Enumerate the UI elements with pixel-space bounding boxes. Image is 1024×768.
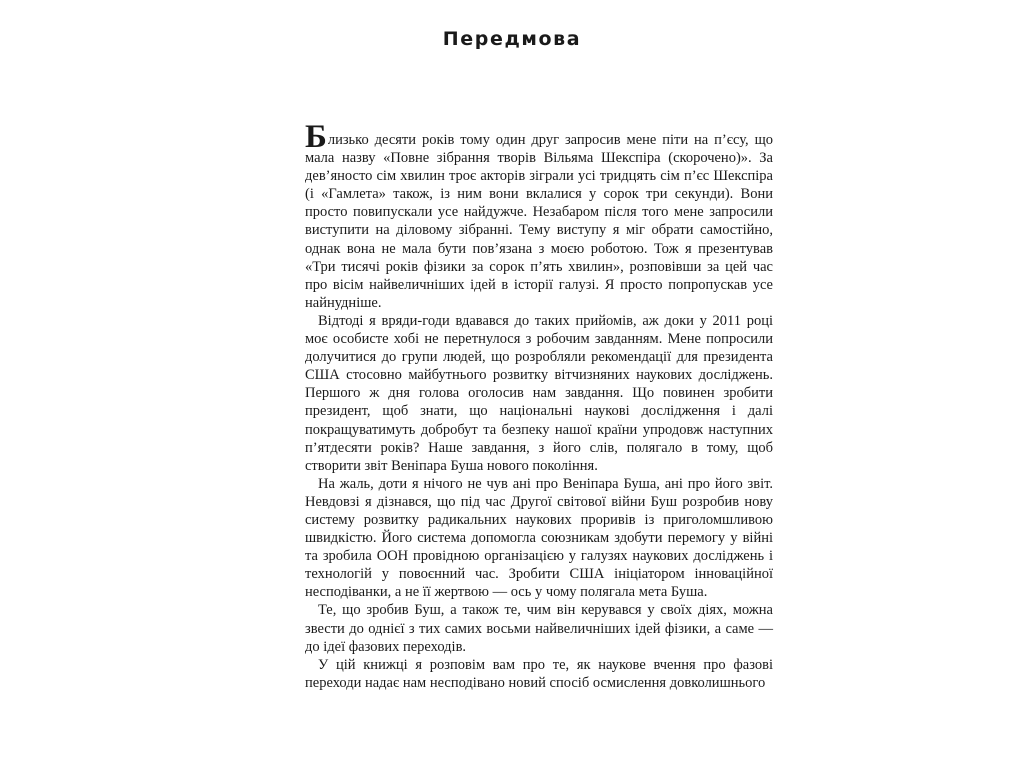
paragraph-1-text: лизько десяти років тому один друг запросив мене піти на п’єсу, що мала назву «Повне зібрання творів Вільяма Шекспіра (скорочено)». За дев’яносто сім хвилин троє акторів зіграли усі тридцять сім п’єс Шекспіра (і «Гамлета» також, із ним вони вклалися у сорок три секунди). Вони просто повипускали усе найдужче. Незабаром після того мене запросили виступити на діловому зібранні. Тему виступу я міг обрати самостійно, однак вона не мала бути пов’язана з моєю роботою. Тож я презентував «Три тисячі років фізики за сорок п’ять хвилин», розповівши за цей час про вісім найвеличніших ідей в історії галузі. Я просто попропускав усе найнудніше. bbox=[305, 132, 773, 311]
drop-cap-letter: Б bbox=[305, 119, 327, 155]
paragraph-3: На жаль, доти я нічого не чув ані про Веніпара Буша, ані про його звіт. Невдовзі я дізнався, що під час Другої світової війни Буш розробив нову систему розвитку радикальних наукових проривів із приголомшливою швидкістю. Його система допомогла союзникам здобути перемогу у війні та зробила ООН провідною організацією у галузях наукових досліджень і технологій у повоєнний час. Зробити США ініціатором інноваційної несподіванки, а не її жертвою — ось у чому полягала мета Буша. bbox=[305, 475, 773, 601]
paragraph-2: Відтоді я вряди-годи вдавався до таких прийомів, аж доки у 2011 році моє особисте хобі не перетнулося з робочим завданням. Мене попросили долучитися до групи людей, що розробляли рекомендації для президента США стосовно майбутнього розвитку вітчизняних наукових досліджень. Першого ж дня голова оголосив нам завдання. Що повинен зробити президент, щоб знати, що національні наукові дослідження і далі покращуватимуть добробут та безпеку нашої країни упродовж наступних п’ятдесяти років? Наше завдання, з його слів, полягало в тому, щоб створити звіт Веніпара Буша нового покоління. bbox=[305, 312, 773, 474]
paragraph-5: У цій книжці я розповім вам про те, як наукове вчення про фазові переходи надає нам несподівано новий спосіб осмислення довколишнього bbox=[305, 656, 773, 691]
paragraph-1 bbox=[305, 119, 773, 312]
page-title: Передмова bbox=[442, 28, 582, 50]
body-text bbox=[305, 119, 773, 692]
paragraph-4: Те, що зробив Буш, а також те, чим він керувався у своїх діях, можна звести до однієї з тих самих восьми найвеличніших ідей фізики, а саме — до ідеї фазових переходів. bbox=[305, 602, 773, 655]
